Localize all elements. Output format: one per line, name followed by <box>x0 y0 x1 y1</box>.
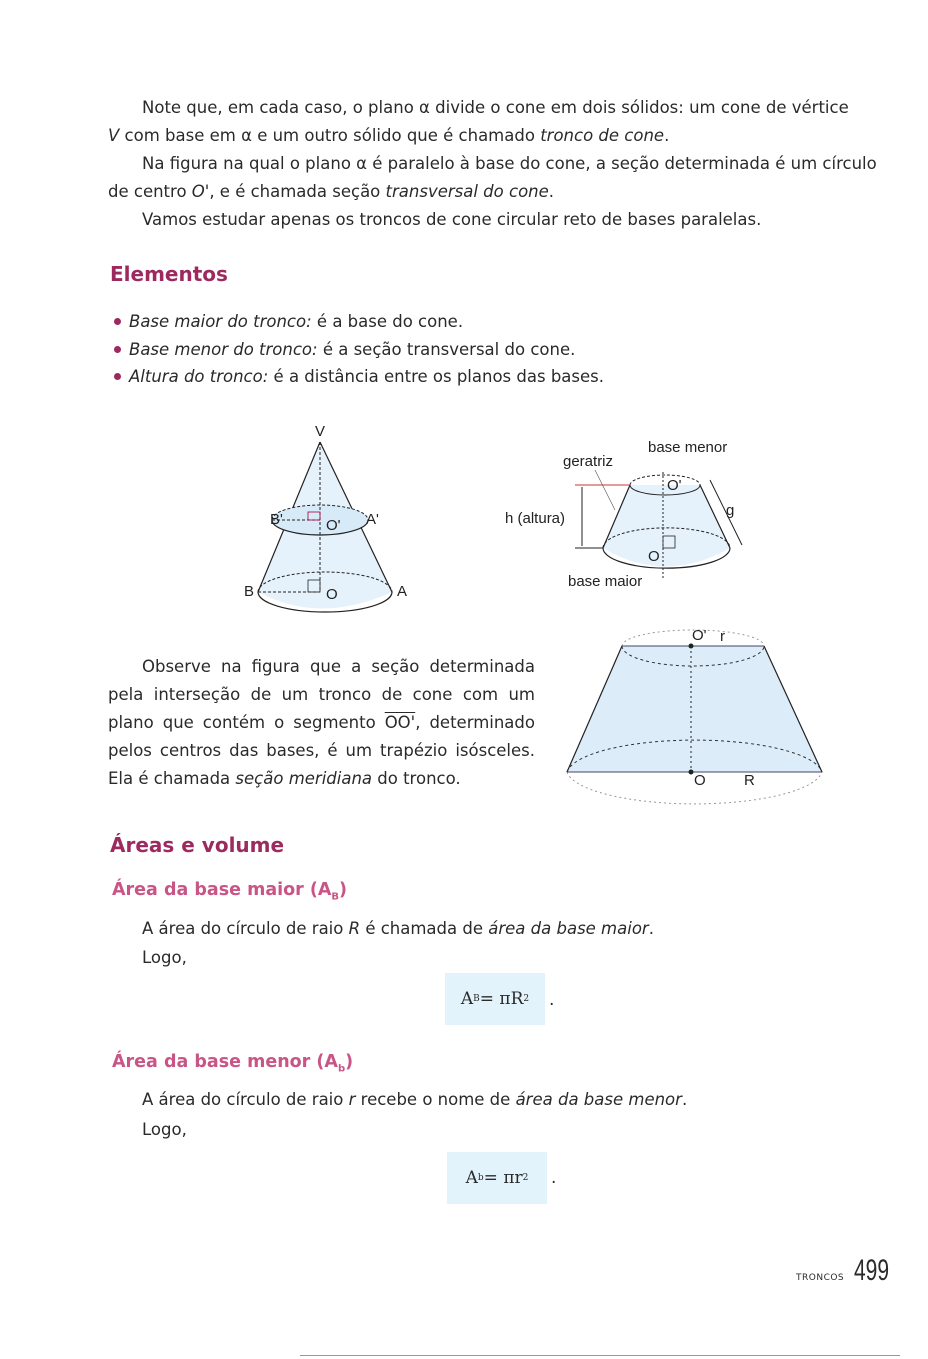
label-r-small: r <box>720 628 725 645</box>
label-base-menor: base menor <box>648 439 728 456</box>
label-b-prime: B' <box>270 511 283 528</box>
label-a: A <box>397 583 408 600</box>
subheading-base-menor: Área da base menor $(A_b)$ <box>112 1052 354 1075</box>
footer-section-name: TRONCOS <box>796 1273 845 1283</box>
bullet-icon <box>114 346 121 353</box>
label-base-maior: base maior <box>568 573 643 590</box>
observe-paragraph: Observe na figura que a seção determinada pela interseção de um tronco de cone com um plano que contém o segmento OO', determinado pelos centros das bases, é um trapézio isósceles. Ela é chamada seção meridiana do tronco. <box>108 657 535 788</box>
label-o-prime: O' <box>692 627 707 644</box>
section-heading-areas: Áreas e volume <box>110 833 285 857</box>
label-geratriz: geratriz <box>563 453 614 470</box>
label-r-large: R <box>744 772 755 789</box>
formula-base-maior: A B = πR 2 <box>445 973 545 1025</box>
list-item: Altura do tronco: é a distância entre os planos das bases. <box>114 363 604 391</box>
label-altura: h (altura) <box>505 510 566 527</box>
label-a-prime: A' <box>366 511 379 528</box>
label-o-prime: O' <box>326 517 341 534</box>
page-edge-line <box>300 1355 900 1356</box>
formula-period: . <box>549 990 555 1010</box>
text-line: Logo, <box>142 948 187 967</box>
intro-line: Na figura na qual o plano α é paralelo à base do cone, a seção determinada é um círculo <box>142 154 877 173</box>
text-line: A área do círculo de raio R é chamada de área da base maior. <box>142 919 654 938</box>
intro-line: de centro O', e é chamada seção transversal do cone. <box>108 182 555 201</box>
section-heading-elementos: Elementos <box>110 262 228 286</box>
bullet-icon <box>114 318 121 325</box>
formula-period: . <box>551 1168 557 1188</box>
text-line: Logo, <box>142 1120 187 1139</box>
label-g: g <box>726 502 735 519</box>
bullet-icon <box>114 373 121 380</box>
label-b: B <box>244 583 255 600</box>
intro-line: Note que, em cada caso, o plano α divide o cone em dois sólidos: um cone de vértice <box>142 98 849 117</box>
subheading-base-maior: Área da base maior $(A_B)$ <box>112 880 348 903</box>
intro-line: Vamos estudar apenas os troncos de cone circular reto de bases paralelas. <box>142 210 762 229</box>
label-v: V <box>315 423 326 440</box>
intro-line: V com base em α e um outro sólido que é chamado tronco de cone. <box>108 126 670 145</box>
list-item: Base maior do tronco: é a base do cone. <box>114 308 463 336</box>
tronco-figure <box>570 460 760 590</box>
page-footer <box>796 1254 904 1288</box>
list-item: Base menor do tronco: é a seção transversal do cone. <box>114 336 575 364</box>
formula-base-menor: A b = πr 2 <box>447 1152 547 1204</box>
text-line: A área do círculo de raio r recebe o nome de área da base menor. <box>142 1090 688 1109</box>
label-o: O <box>326 586 338 603</box>
label-o: O <box>648 548 660 565</box>
page-number: 499 <box>854 1254 890 1287</box>
label-o-prime: O' <box>667 477 682 494</box>
label-o: O <box>694 772 706 789</box>
